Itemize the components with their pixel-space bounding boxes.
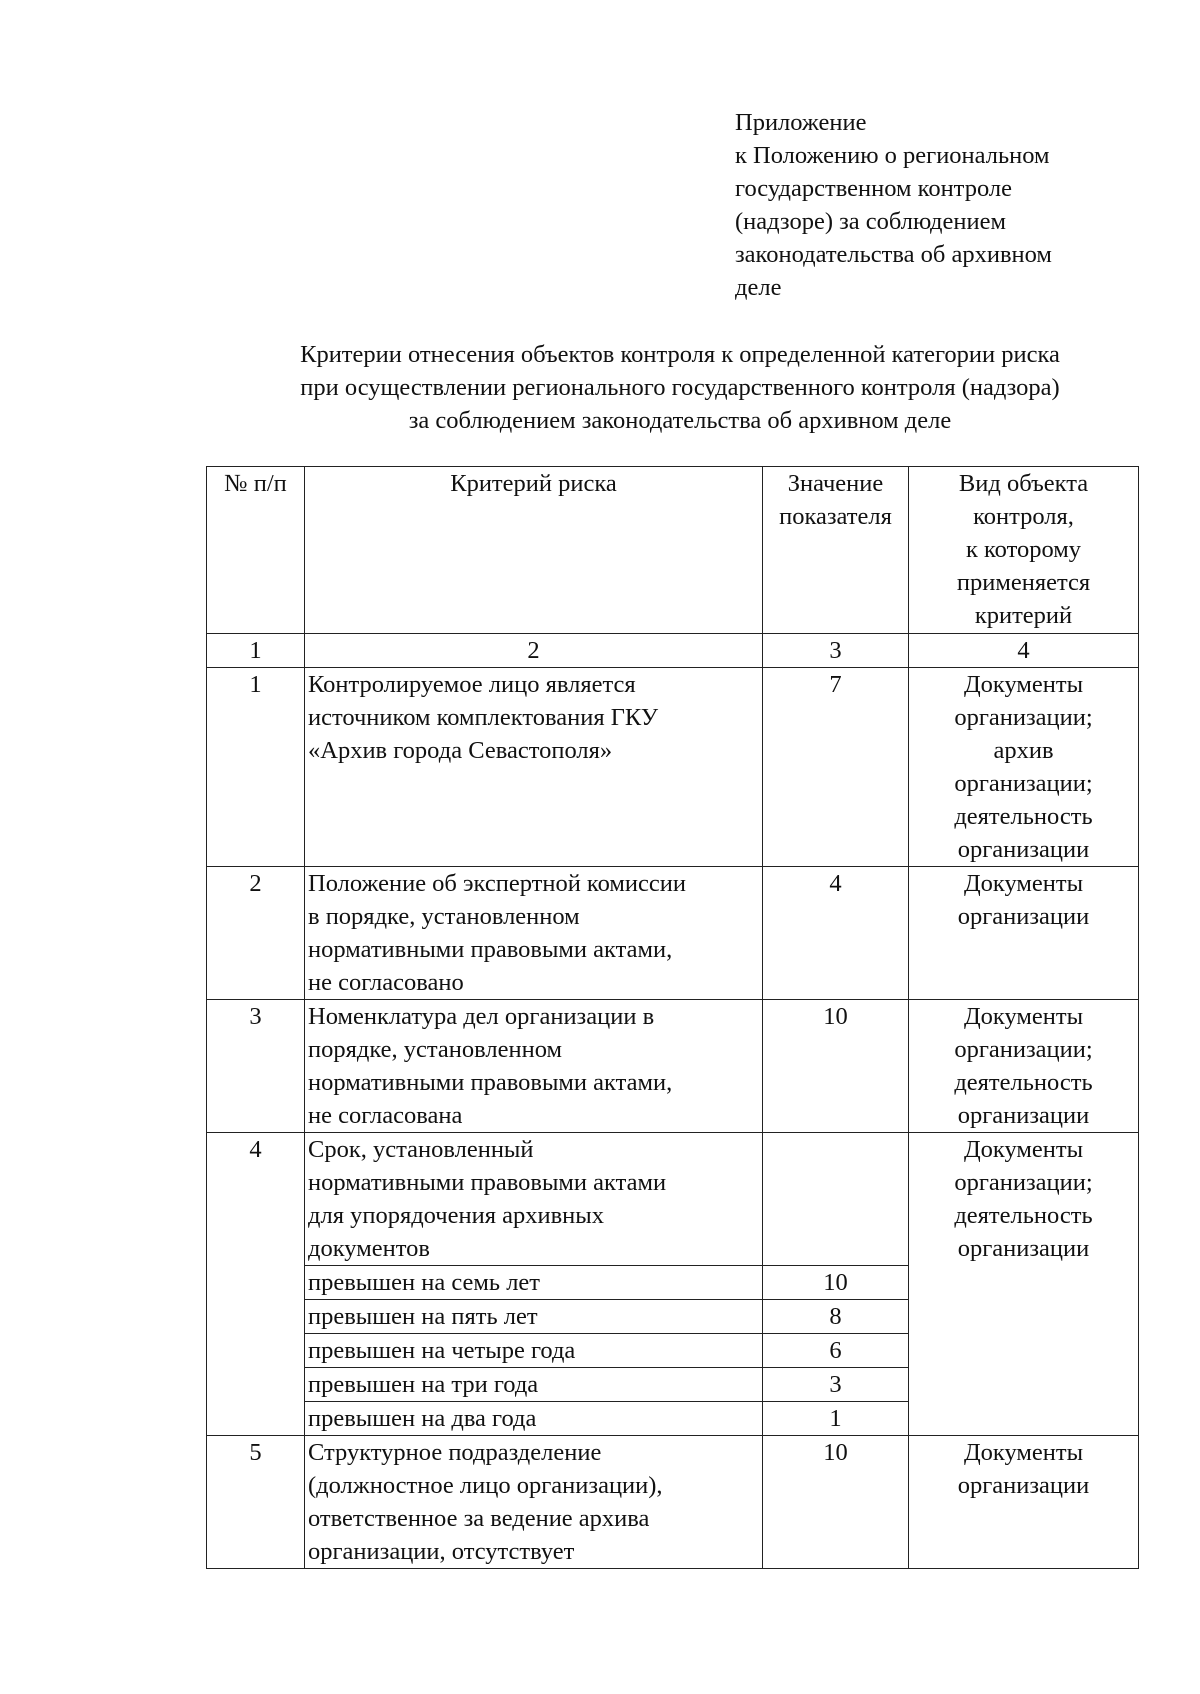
subrow-value: 6 <box>763 1334 909 1368</box>
table-row <box>207 1133 1139 1266</box>
kind-line: деятельность <box>954 1069 1093 1096</box>
header-kind-line: контроля, <box>973 503 1074 530</box>
table-row <box>207 867 1139 1000</box>
index-cell: 3 <box>763 634 909 668</box>
kind-line: Документы <box>963 1136 1084 1163</box>
row-criterion <box>305 668 763 867</box>
criterion-line: порядке, установленном <box>308 1036 562 1063</box>
table-row <box>207 1000 1139 1133</box>
header-kind-line: критерий <box>974 602 1073 629</box>
header-criterion: Критерий риска <box>305 467 763 634</box>
kind-line: Документы <box>963 671 1084 698</box>
subrow-value: 1 <box>763 1402 909 1436</box>
subrow-value: 10 <box>763 1266 909 1300</box>
row-criterion <box>305 867 763 1000</box>
subrow-value: 3 <box>763 1368 909 1402</box>
kind-line: деятельность <box>954 803 1093 830</box>
appendix-line: Приложение <box>735 109 867 136</box>
header-kind <box>909 467 1139 634</box>
row-num: 5 <box>207 1436 305 1569</box>
index-cell: 4 <box>909 634 1139 668</box>
appendix-line: деле <box>735 274 782 301</box>
table-row <box>207 668 1139 867</box>
subrow-criterion: превышен на два года <box>305 1402 763 1436</box>
row-num: 3 <box>207 1000 305 1133</box>
title-line: за соблюдением законодательства об архивном деле <box>408 407 952 434</box>
row-value: 10 <box>763 1436 909 1569</box>
row-kind <box>909 1133 1139 1436</box>
index-cell: 1 <box>207 634 305 668</box>
row-value <box>763 1133 909 1266</box>
subrow-criterion: превышен на три года <box>305 1368 763 1402</box>
row-value: 10 <box>763 1000 909 1133</box>
kind-line: Документы <box>963 1439 1084 1466</box>
kind-line: организации; <box>954 1169 1093 1196</box>
risk-criteria-table <box>206 466 1139 1569</box>
row-kind <box>909 867 1139 1000</box>
kind-line: деятельность <box>954 1202 1093 1229</box>
kind-line: архив <box>993 737 1054 764</box>
criterion-line: в порядке, установленном <box>308 903 580 930</box>
row-kind <box>909 1436 1139 1569</box>
appendix-line: (надзоре) за соблюдением <box>735 208 1006 235</box>
criterion-line: для упорядочения архивных <box>308 1202 604 1229</box>
criterion-line: нормативными правовыми актами <box>308 1169 667 1196</box>
appendix-line: государственном контроле <box>735 175 1012 202</box>
row-num: 1 <box>207 668 305 867</box>
criterion-line: ответственное за ведение архива <box>308 1505 650 1532</box>
row-kind <box>909 668 1139 867</box>
criterion-line: «Архив города Севастополя» <box>308 737 613 764</box>
appendix-block <box>735 106 1155 304</box>
document-title <box>200 338 1160 437</box>
criterion-line: Положение об экспертной комиссии <box>308 870 686 897</box>
kind-line: организации <box>957 836 1090 863</box>
header-num: № п/п <box>207 467 305 634</box>
index-cell: 2 <box>305 634 763 668</box>
row-kind <box>909 1000 1139 1133</box>
table-index-row <box>207 634 1139 668</box>
criterion-line: Структурное подразделение <box>308 1439 602 1466</box>
kind-line: организации; <box>954 1036 1093 1063</box>
header-kind-line: Вид объекта <box>958 470 1089 497</box>
criterion-line: нормативными правовыми актами, <box>308 1069 673 1096</box>
row-value: 4 <box>763 867 909 1000</box>
criterion-line: не согласовано <box>308 969 464 996</box>
row-criterion <box>305 1000 763 1133</box>
criterion-line: Срок, установленный <box>308 1136 534 1163</box>
appendix-line: к Положению о региональном <box>735 142 1050 169</box>
criterion-line: Номенклатура дел организации в <box>308 1003 655 1030</box>
header-value <box>763 467 909 634</box>
row-num: 4 <box>207 1133 305 1436</box>
kind-line: организации <box>957 1472 1090 1499</box>
table-header-row <box>207 467 1139 634</box>
kind-line: Документы <box>963 1003 1084 1030</box>
row-num: 2 <box>207 867 305 1000</box>
subrow-criterion: превышен на семь лет <box>305 1266 763 1300</box>
title-line: Критерии отнесения объектов контроля к определенной категории риска <box>300 341 1060 368</box>
kind-line: Документы <box>963 870 1084 897</box>
subrow-criterion: превышен на пять лет <box>305 1300 763 1334</box>
kind-line: организации; <box>954 770 1093 797</box>
header-kind-line: применяется <box>956 569 1091 596</box>
kind-line: организации <box>957 903 1090 930</box>
title-line: при осуществлении регионального государственного контроля (надзора) <box>300 374 1060 401</box>
criterion-line: документов <box>308 1235 430 1262</box>
header-value-line: Значение <box>787 470 884 497</box>
appendix-line: законодательства об архивном <box>735 241 1052 268</box>
header-value-line: показателя <box>779 503 892 530</box>
criterion-line: (должностное лицо организации), <box>308 1472 663 1499</box>
row-criterion <box>305 1436 763 1569</box>
kind-line: организации; <box>954 704 1093 731</box>
criterion-line: источником комплектования ГКУ <box>308 704 659 731</box>
row-criterion <box>305 1133 763 1266</box>
kind-line: организации <box>957 1235 1090 1262</box>
header-kind-line: к которому <box>965 536 1082 563</box>
criterion-line: не согласована <box>308 1102 463 1129</box>
criterion-line: нормативными правовыми актами, <box>308 936 673 963</box>
criterion-line: Контролируемое лицо является <box>308 671 636 698</box>
subrow-criterion: превышен на четыре года <box>305 1334 763 1368</box>
subrow-value: 8 <box>763 1300 909 1334</box>
kind-line: организации <box>957 1102 1090 1129</box>
criterion-line: организации, отсутствует <box>308 1538 575 1565</box>
table-row <box>207 1436 1139 1569</box>
row-value: 7 <box>763 668 909 867</box>
